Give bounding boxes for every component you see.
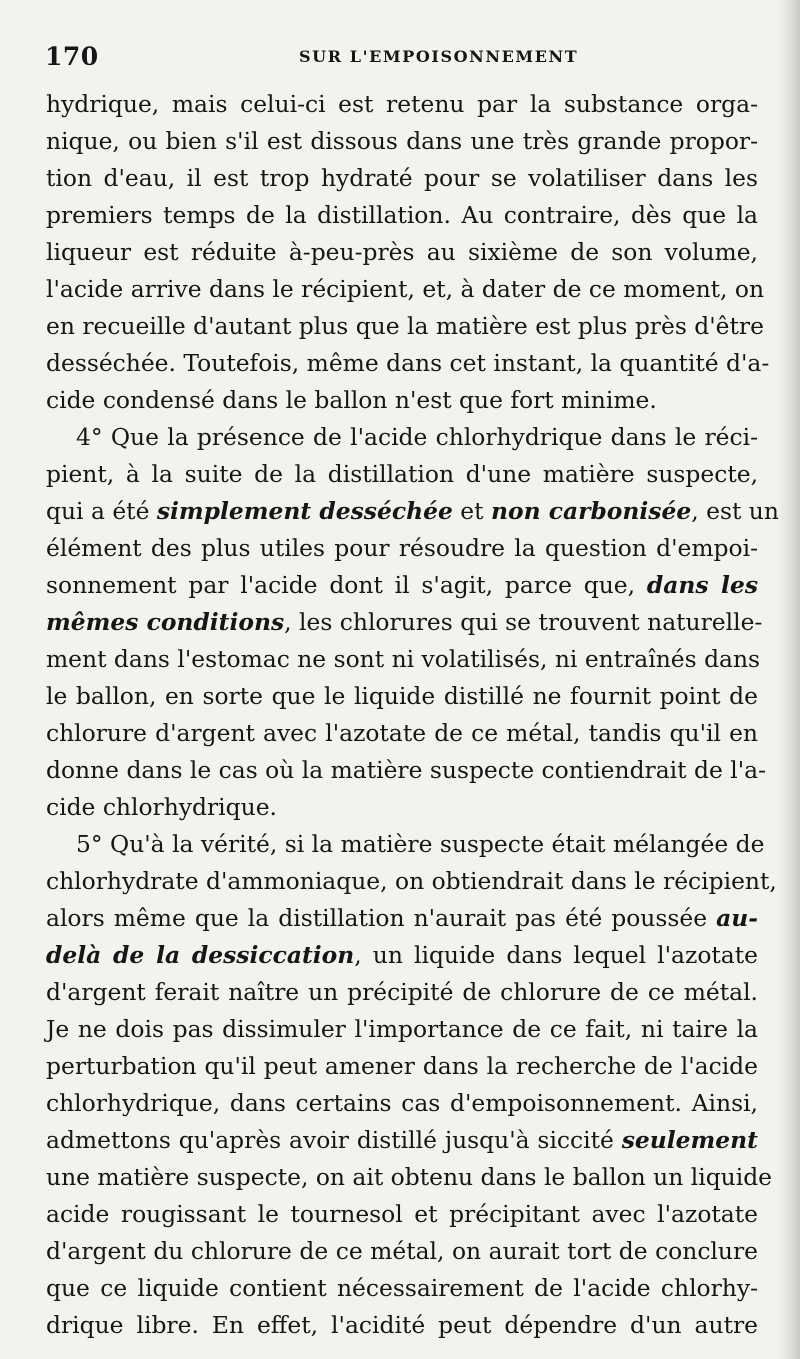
- text-segment: sonnement par l'acide dont il s'agit, parce que,: [46, 571, 647, 599]
- text-line: [46, 678, 758, 715]
- text-line: [46, 715, 758, 752]
- text-segment: d'argent du chlorure de ce métal, on aurait tort de conclure: [46, 1237, 758, 1265]
- text-segment: ment dans l'estomac ne sont ni volatilisés, ni entraînés dans: [46, 645, 761, 673]
- page-number: 170: [45, 42, 99, 71]
- text-line: [46, 271, 765, 308]
- text-segment: chlorure d'argent avec l'azotate de ce métal, tandis qu'il en: [46, 719, 758, 747]
- text-segment: admettons qu'après avoir distillé jusqu'à siccité: [46, 1126, 622, 1154]
- text-line: [46, 567, 758, 604]
- text-line: [46, 308, 764, 345]
- text-segment: nique, ou bien s'il est dissous dans une très grande propor-: [46, 127, 758, 155]
- italic-text: au-: [716, 904, 758, 932]
- text-line: [46, 1085, 758, 1122]
- text-segment: 5° Qu'à la vérité, si la matière suspecte était mélangée de: [76, 830, 765, 858]
- text-line: [46, 974, 758, 1011]
- italic-text: simplement desséchée: [156, 497, 453, 525]
- text-line: [46, 789, 758, 826]
- text-segment: chlorhydrique, dans certains cas d'empoisonnement. Ainsi,: [46, 1089, 758, 1117]
- body-text: [46, 86, 779, 1344]
- text-line: [46, 530, 758, 567]
- text-segment: le ballon, en sorte que le liquide distillé ne fournit point de: [46, 682, 758, 710]
- text-line: [46, 1011, 758, 1048]
- text-segment: qui a été: [46, 497, 157, 525]
- text-line: [46, 826, 765, 863]
- text-segment: l'acide arrive dans le récipient, et, à dater de ce moment, on: [46, 275, 765, 303]
- text-line: [46, 382, 758, 419]
- text-line: [46, 123, 758, 160]
- text-line: [46, 1122, 758, 1159]
- text-segment: et: [452, 497, 491, 525]
- text-segment: desséchée. Toutefois, même dans cet instant, la quantité d'a-: [46, 349, 770, 377]
- text-segment: une matière suspecte, on ait obtenu dans le ballon un liquide: [46, 1163, 773, 1191]
- text-segment: , les chlorures qui se trouvent naturelle-: [284, 608, 763, 636]
- text-line: [46, 456, 758, 493]
- text-segment: que ce liquide contient nécessairement de l'acide chlorhy-: [46, 1274, 758, 1302]
- text-line: [46, 493, 779, 530]
- text-segment: drique libre. En effet, l'acidité peut dépendre d'un autre: [46, 1311, 758, 1339]
- text-segment: liqueur est réduite à-peu-près au sixième de son volume,: [46, 238, 758, 266]
- text-segment: en recueille d'autant plus que la matière est plus près d'être: [46, 312, 764, 340]
- text-line: [46, 1196, 758, 1233]
- text-line: [46, 86, 758, 123]
- text-segment: pient, à la suite de la distillation d'une matière suspecte,: [46, 460, 758, 488]
- text-line: [46, 1048, 758, 1085]
- text-segment: élément des plus utiles pour résoudre la question d'empoi-: [46, 534, 758, 562]
- italic-text: delà de la dessiccation: [46, 941, 355, 969]
- text-segment: d'argent ferait naître un précipité de chlorure de ce métal.: [46, 978, 758, 1006]
- text-line: [46, 197, 758, 234]
- text-line: [46, 234, 758, 271]
- running-title: SUR L'EMPOISONNEMENT: [299, 47, 579, 66]
- text-line: [46, 1159, 773, 1196]
- text-segment: , un liquide dans lequel l'azotate: [354, 941, 758, 969]
- text-segment: cide chlorhydrique.: [46, 793, 277, 821]
- text-line: [46, 160, 758, 197]
- text-segment: acide rougissant le tournesol et précipitant avec l'azotate: [46, 1200, 758, 1228]
- text-segment: tion d'eau, il est trop hydraté pour se volatiliser dans les: [46, 164, 758, 192]
- text-line: [46, 900, 758, 937]
- text-line: [46, 419, 758, 456]
- text-line: [46, 604, 763, 641]
- text-segment: premiers temps de la distillation. Au contraire, dès que la: [46, 201, 758, 229]
- text-line: [46, 1270, 758, 1307]
- text-segment: alors même que la distillation n'aurait pas été poussée: [46, 904, 717, 932]
- text-segment: Je ne dois pas dissimuler l'importance de ce fait, ni taire la: [46, 1015, 758, 1043]
- text-line: [46, 641, 761, 678]
- italic-text: non carbonisée: [490, 497, 692, 525]
- text-segment: cide condensé dans le ballon n'est que fort minime.: [46, 386, 657, 414]
- text-line: [46, 1307, 758, 1344]
- text-segment: , est un: [691, 497, 779, 525]
- text-segment: chlorhydrate d'ammoniaque, on obtiendrait dans le récipient,: [46, 867, 777, 895]
- text-line: [46, 345, 770, 382]
- text-line: [46, 863, 777, 900]
- text-segment: perturbation qu'il peut amener dans la recherche de l'acide: [46, 1052, 758, 1080]
- text-line: [46, 937, 758, 974]
- italic-text: dans les: [646, 571, 758, 599]
- italic-text: mêmes conditions: [46, 608, 285, 636]
- italic-text: seulement: [621, 1126, 758, 1154]
- text-segment: donne dans le cas où la matière suspecte contiendrait de l'a-: [46, 756, 767, 784]
- text-line: [46, 1233, 758, 1270]
- text-segment: 4° Que la présence de l'acide chlorhydrique dans le réci-: [76, 423, 758, 451]
- page-edge-shadow: [778, 0, 800, 1359]
- page-header: [45, 42, 765, 78]
- text-segment: hydrique, mais celui-ci est retenu par la substance orga-: [46, 90, 758, 118]
- text-line: [46, 752, 767, 789]
